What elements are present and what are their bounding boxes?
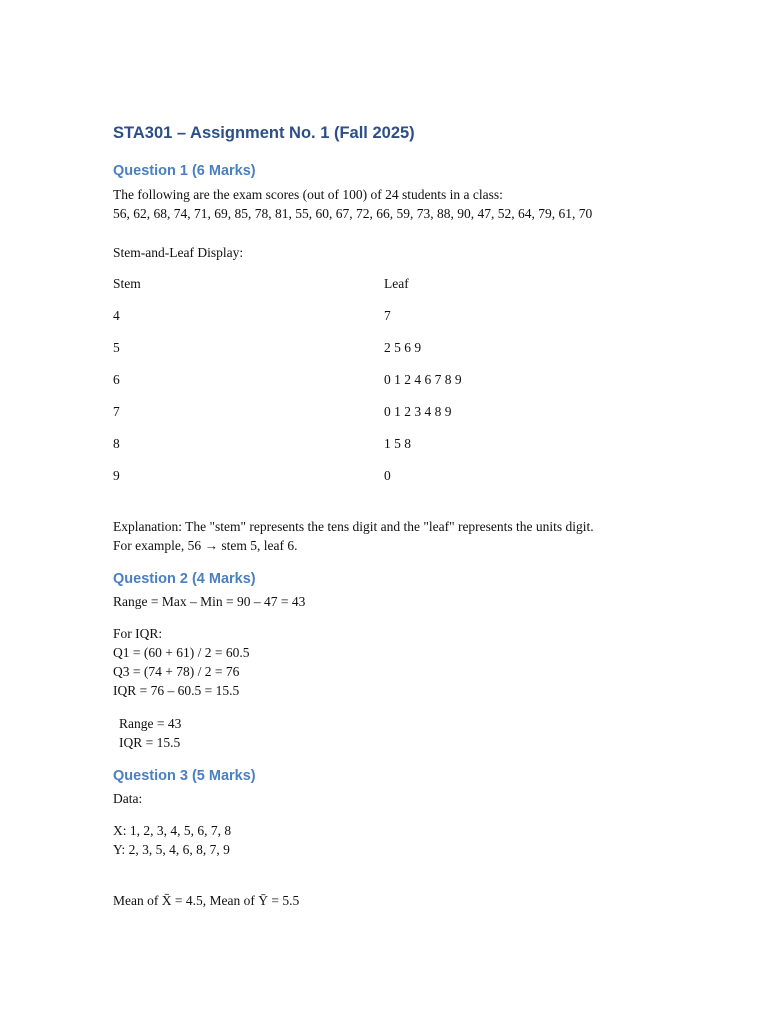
stem-leaf-label: Stem-and-Leaf Display: bbox=[113, 245, 244, 260]
means-result: Mean of X̄ = 4.5, Mean of Ȳ = 5.5 bbox=[113, 893, 300, 908]
question-1-scores: 56, 62, 68, 74, 71, 69, 85, 78, 81, 55, 60, 67, 72, 66, 59, 73, 88, 90, 47, 52, 64, 79, 61, 70 bbox=[113, 206, 593, 221]
range-calculation: Range = Max – Min = 90 – 47 = 43 bbox=[113, 594, 306, 609]
data-label: Data: bbox=[113, 791, 143, 806]
leaf-values: 0 bbox=[384, 468, 391, 483]
leaf-values: 0 1 2 4 6 7 8 9 bbox=[384, 372, 462, 387]
stem-value: 8 bbox=[113, 436, 120, 451]
leaf-values: 7 bbox=[384, 308, 391, 323]
y-values: Y: 2, 3, 5, 4, 6, 8, 7, 9 bbox=[113, 842, 230, 857]
range-result: Range = 43 bbox=[119, 716, 182, 731]
q3-calculation: Q3 = (74 + 78) / 2 = 76 bbox=[113, 664, 240, 679]
question-1-intro: The following are the exam scores (out of 100) of 24 students in a class: bbox=[113, 187, 503, 202]
iqr-calculation: IQR = 76 – 60.5 = 15.5 bbox=[113, 683, 240, 698]
stem-value: 6 bbox=[113, 372, 120, 387]
stem-value: 9 bbox=[113, 468, 120, 483]
stem-column-header: Stem bbox=[113, 276, 141, 291]
stem-value: 5 bbox=[113, 340, 120, 355]
leaf-values: 2 5 6 9 bbox=[384, 340, 422, 355]
leaf-values: 0 1 2 3 4 8 9 bbox=[384, 404, 452, 419]
stem-leaf-example: For example, 56 → stem 5, leaf 6. bbox=[113, 538, 298, 553]
stem-value: 4 bbox=[113, 308, 120, 323]
question-3-heading: Question 3 (5 Marks) bbox=[113, 768, 256, 784]
q1-calculation: Q1 = (60 + 61) / 2 = 60.5 bbox=[113, 645, 250, 660]
question-1-heading: Question 1 (6 Marks) bbox=[113, 163, 256, 179]
stem-leaf-explanation: Explanation: The "stem" represents the tens digit and the "leaf" represents the units digit. bbox=[113, 519, 594, 534]
leaf-values: 1 5 8 bbox=[384, 436, 411, 451]
iqr-result: IQR = 15.5 bbox=[119, 735, 181, 750]
iqr-label: For IQR: bbox=[113, 626, 163, 641]
leaf-column-header: Leaf bbox=[384, 276, 409, 291]
document-title: STA301 – Assignment No. 1 (Fall 2025) bbox=[113, 124, 415, 142]
x-values: X: 1, 2, 3, 4, 5, 6, 7, 8 bbox=[113, 823, 232, 838]
stem-value: 7 bbox=[113, 404, 120, 419]
question-2-heading: Question 2 (4 Marks) bbox=[113, 571, 256, 587]
